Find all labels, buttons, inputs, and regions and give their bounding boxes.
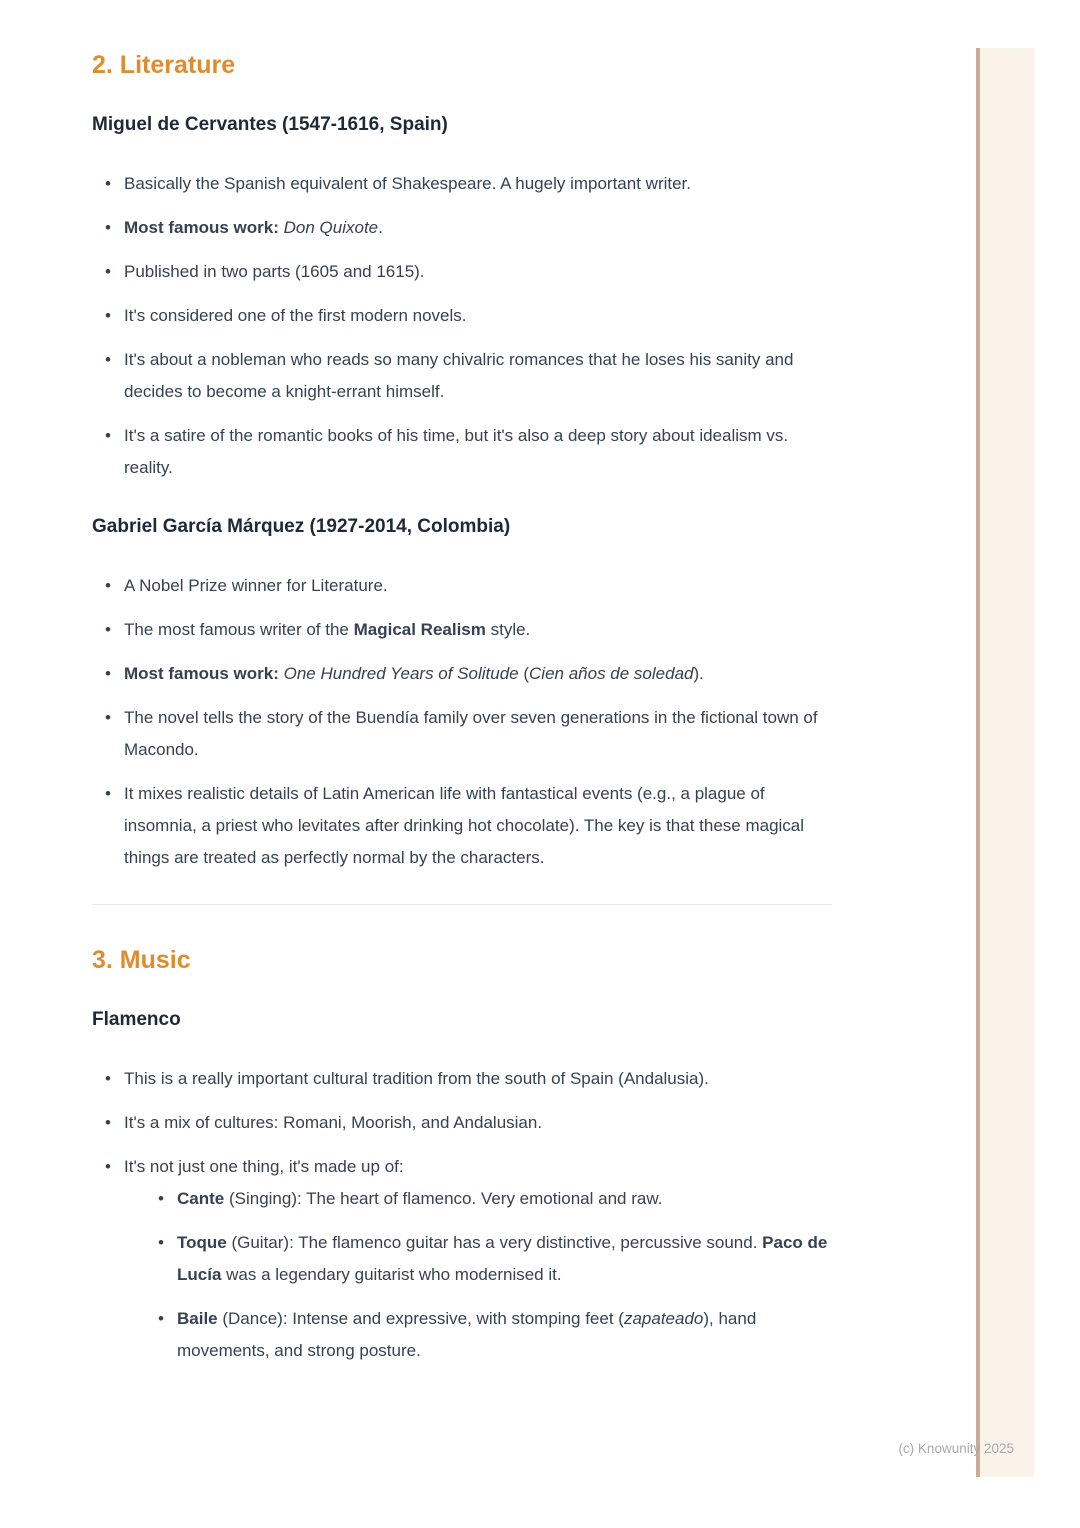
bullet-item	[124, 1151, 832, 1367]
bullet-list	[92, 168, 832, 484]
section-divider	[92, 904, 832, 905]
bullet-item	[124, 614, 832, 646]
text-segment: It mixes realistic details of Latin American life with fantastical events (e.g., a plague of insomnia, a priest who levitates after drinking hot chocolate). The key is that these magical things are treated as perfectly normal by the characters.	[124, 784, 805, 867]
watermark: (c) Knowunity 2025	[898, 1441, 1014, 1456]
text-segment: Cante	[177, 1189, 225, 1208]
text-segment: Most famous work:	[124, 664, 284, 683]
bullet-item	[158, 1227, 832, 1291]
text-segment: .	[378, 218, 383, 237]
nested-bullet-list	[158, 1183, 832, 1367]
text-segment: It's a mix of cultures: Romani, Moorish, and Andalusian.	[124, 1113, 543, 1132]
text-segment: was a legendary guitarist who modernised it.	[221, 1265, 562, 1284]
text-segment: It's considered one of the first modern novels.	[124, 306, 467, 325]
text-segment: One Hundred Years of Solitude	[283, 664, 519, 683]
text-segment: ).	[693, 664, 704, 683]
text-segment: This is a really important cultural tradition from the south of Spain (Andalusia).	[124, 1069, 709, 1088]
bullet-list	[92, 1063, 832, 1367]
text-segment: Toque	[177, 1233, 227, 1252]
text-segment: (Singing): The heart of flamenco. Very emotional and raw.	[224, 1189, 663, 1208]
subsection-heading: Gabriel García Márquez (1927-2014, Colombia)	[92, 516, 511, 537]
bullet-item	[124, 212, 832, 244]
bullet-item	[158, 1303, 832, 1367]
text-segment: It's not just one thing, it's made up of:	[124, 1157, 404, 1176]
bullet-item	[124, 570, 832, 602]
bullet-item	[124, 300, 832, 332]
text-segment: ), hand movements, and strong posture.	[177, 1309, 757, 1360]
section-title: 2. Literature	[92, 51, 236, 79]
page-edge-strip	[976, 48, 1034, 1477]
bullet-item	[124, 778, 832, 874]
bullet-item	[124, 256, 832, 288]
text-segment: Don Quixote	[283, 218, 379, 237]
text-segment: Baile	[177, 1309, 218, 1328]
text-segment: Published in two parts (1605 and 1615).	[124, 262, 425, 281]
bullet-item	[124, 702, 832, 766]
text-segment: Basically the Spanish equivalent of Shakespeare. A hugely important writer.	[124, 174, 692, 193]
text-segment: zapateado	[623, 1309, 704, 1328]
document-content	[92, 50, 832, 1397]
bullet-item	[158, 1183, 832, 1215]
section-title: 3. Music	[92, 946, 191, 974]
bullet-list	[92, 570, 832, 874]
text-segment: The novel tells the story of the Buendía family over seven generations in the fictional town of Macondo.	[124, 708, 818, 759]
text-segment: It's a satire of the romantic books of his time, but it's also a deep story about idealism vs. reality.	[124, 426, 789, 477]
text-segment: (Guitar): The flamenco guitar has a very distinctive, percussive sound.	[226, 1233, 763, 1252]
text-segment: Paco de Lucía	[177, 1233, 828, 1284]
text-segment: (Dance): Intense and expressive, with stomping feet (	[217, 1309, 624, 1328]
text-segment: Cien años de soledad	[529, 664, 694, 683]
text-segment: (	[518, 664, 530, 683]
text-segment: A Nobel Prize winner for Literature.	[124, 576, 388, 595]
subsection-heading: Flamenco	[92, 1009, 181, 1030]
text-segment: Magical Realism	[353, 620, 486, 639]
bullet-item	[124, 168, 832, 200]
text-segment: The most famous writer of the	[124, 620, 354, 639]
text-segment: Most famous work:	[124, 218, 284, 237]
subsection-heading: Miguel de Cervantes (1547-1616, Spain)	[92, 114, 448, 135]
text-segment: style.	[485, 620, 531, 639]
text-segment: It's about a nobleman who reads so many chivalric romances that he loses his sanity and decides to become a knight-errant himself.	[124, 350, 794, 401]
bullet-item	[124, 1063, 832, 1095]
bullet-item	[124, 658, 832, 690]
bullet-item	[124, 420, 832, 484]
bullet-item	[124, 1107, 832, 1139]
bullet-item	[124, 344, 832, 408]
